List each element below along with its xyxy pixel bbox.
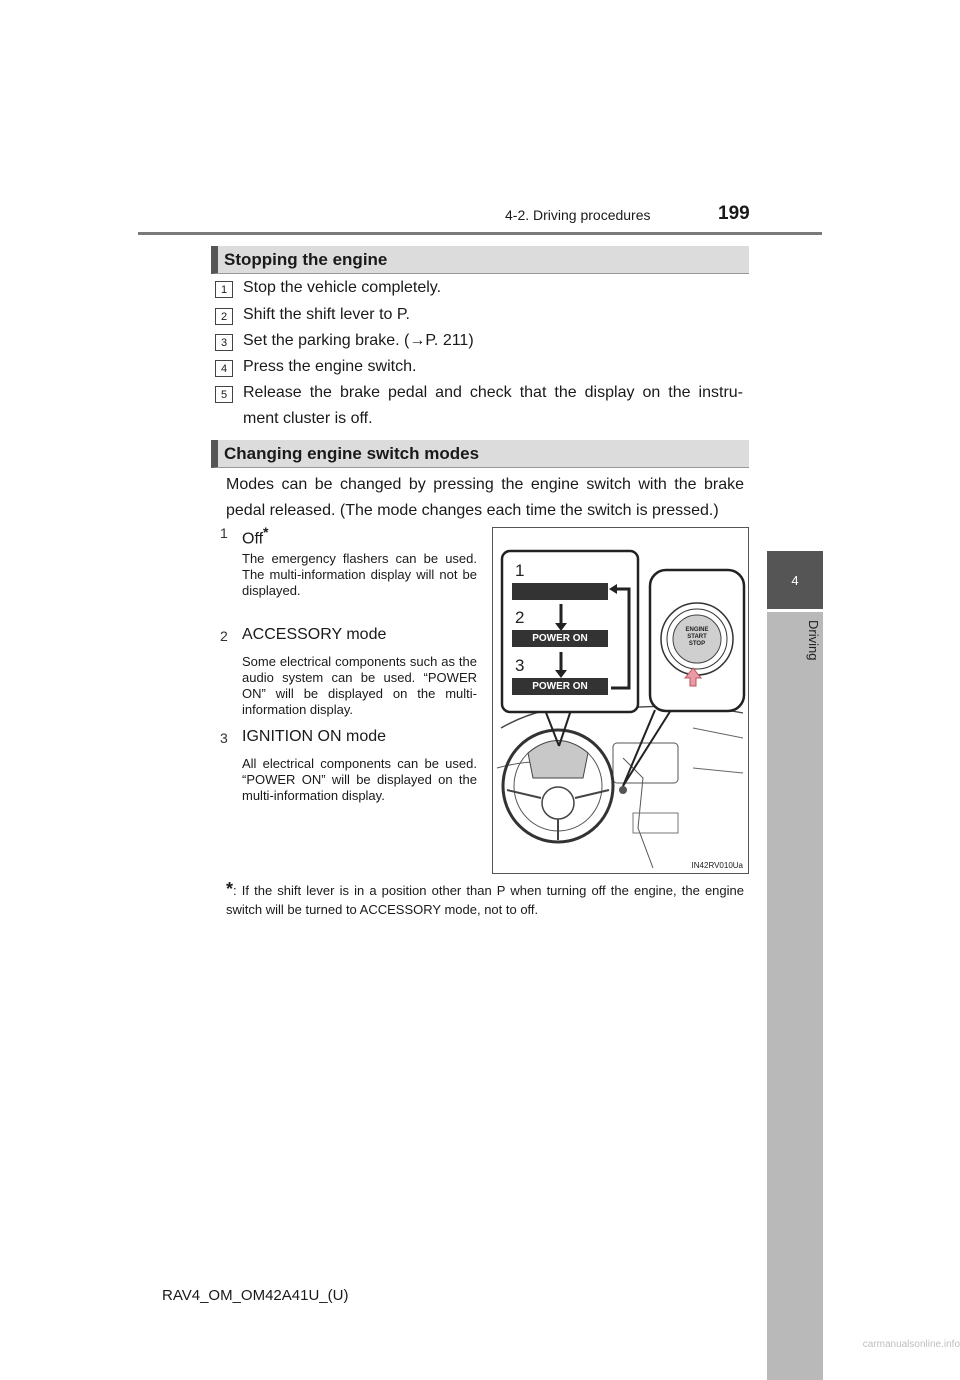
engine-switch-illustration	[492, 527, 749, 874]
step-number: 5	[215, 386, 233, 403]
display-text-accessory: POWER ON	[532, 633, 588, 644]
modes-intro: Modes can be changed by pressing the engine switch with the brake pedal released. (The mode changes each time the switch is pressed.)	[226, 476, 744, 519]
step-text-continued: ment cluster is off.	[243, 410, 373, 427]
callout-3: 3	[515, 656, 525, 675]
step-number: 1	[215, 281, 233, 298]
watermark: carmanualsonline.info	[862, 1339, 960, 1350]
step-number: 4	[215, 360, 233, 377]
footnote-marker: *	[263, 524, 269, 540]
document-code: RAV4_OM_OM42A41U_(U)	[162, 1287, 349, 1304]
mode-desc: The emergency flashers can be used. The multi-information display will not be displayed.	[242, 551, 477, 598]
mode-desc: All electrical components can be used. “POWER ON” will be displayed on the multi-information display.	[242, 756, 477, 803]
step-text: Press the engine switch.	[243, 358, 417, 375]
figure-id: IN42RV010Ua	[691, 861, 743, 870]
item-marker: 2	[220, 628, 228, 644]
mode-title-text: Off	[242, 530, 264, 548]
step-text: Shift the shift lever to P.	[243, 306, 410, 323]
section-title-stopping: Stopping the engine	[211, 246, 749, 274]
dashboard-drawing	[493, 528, 749, 874]
callout-2: 2	[515, 608, 525, 627]
mode-title-ignition: IGNITION ON mode	[242, 728, 387, 745]
step-text: Stop the vehicle completely.	[243, 279, 442, 296]
item-marker: 1	[220, 525, 228, 541]
step-text: Release the brake pedal and check that the display on the instru-	[243, 384, 743, 401]
header-rule	[138, 232, 822, 235]
engine-start-stop-button	[673, 627, 721, 648]
button-label-line: STOP	[688, 641, 706, 647]
callout-1: 1	[515, 561, 525, 580]
chapter-tab-label: Driving	[806, 620, 821, 661]
button-label-line: ENGINE	[685, 627, 709, 633]
footnote-mark: *	[226, 879, 234, 899]
display-text-ignition: POWER ON	[532, 681, 588, 692]
chapter-tab-number	[767, 551, 823, 609]
step-number: 3	[215, 334, 233, 351]
section-title-modes: Changing engine switch modes	[211, 440, 749, 468]
mode-title-accessory: ACCESSORY mode	[242, 626, 387, 643]
mode-title-off	[242, 524, 269, 548]
item-marker: 3	[220, 730, 228, 746]
step-text: Set the parking brake. (→P. 211)	[243, 332, 474, 349]
step-number: 2	[215, 308, 233, 325]
chapter-tab	[767, 612, 823, 1380]
chapter-number: 4	[791, 572, 799, 588]
footnote	[226, 880, 744, 919]
footnote-text: : If the shift lever is in a position other than P when turning off the engine, the engine switch will be turned to ACCESSORY mode, not to off.	[226, 883, 744, 917]
section-header: 4-2. Driving procedures	[505, 207, 651, 223]
mode-desc: Some electrical components such as the audio system can be used. “POWER ON” will be displayed on the multi-information display.	[242, 654, 477, 717]
page-number: 199	[718, 203, 750, 224]
button-label-line: START	[687, 634, 707, 640]
